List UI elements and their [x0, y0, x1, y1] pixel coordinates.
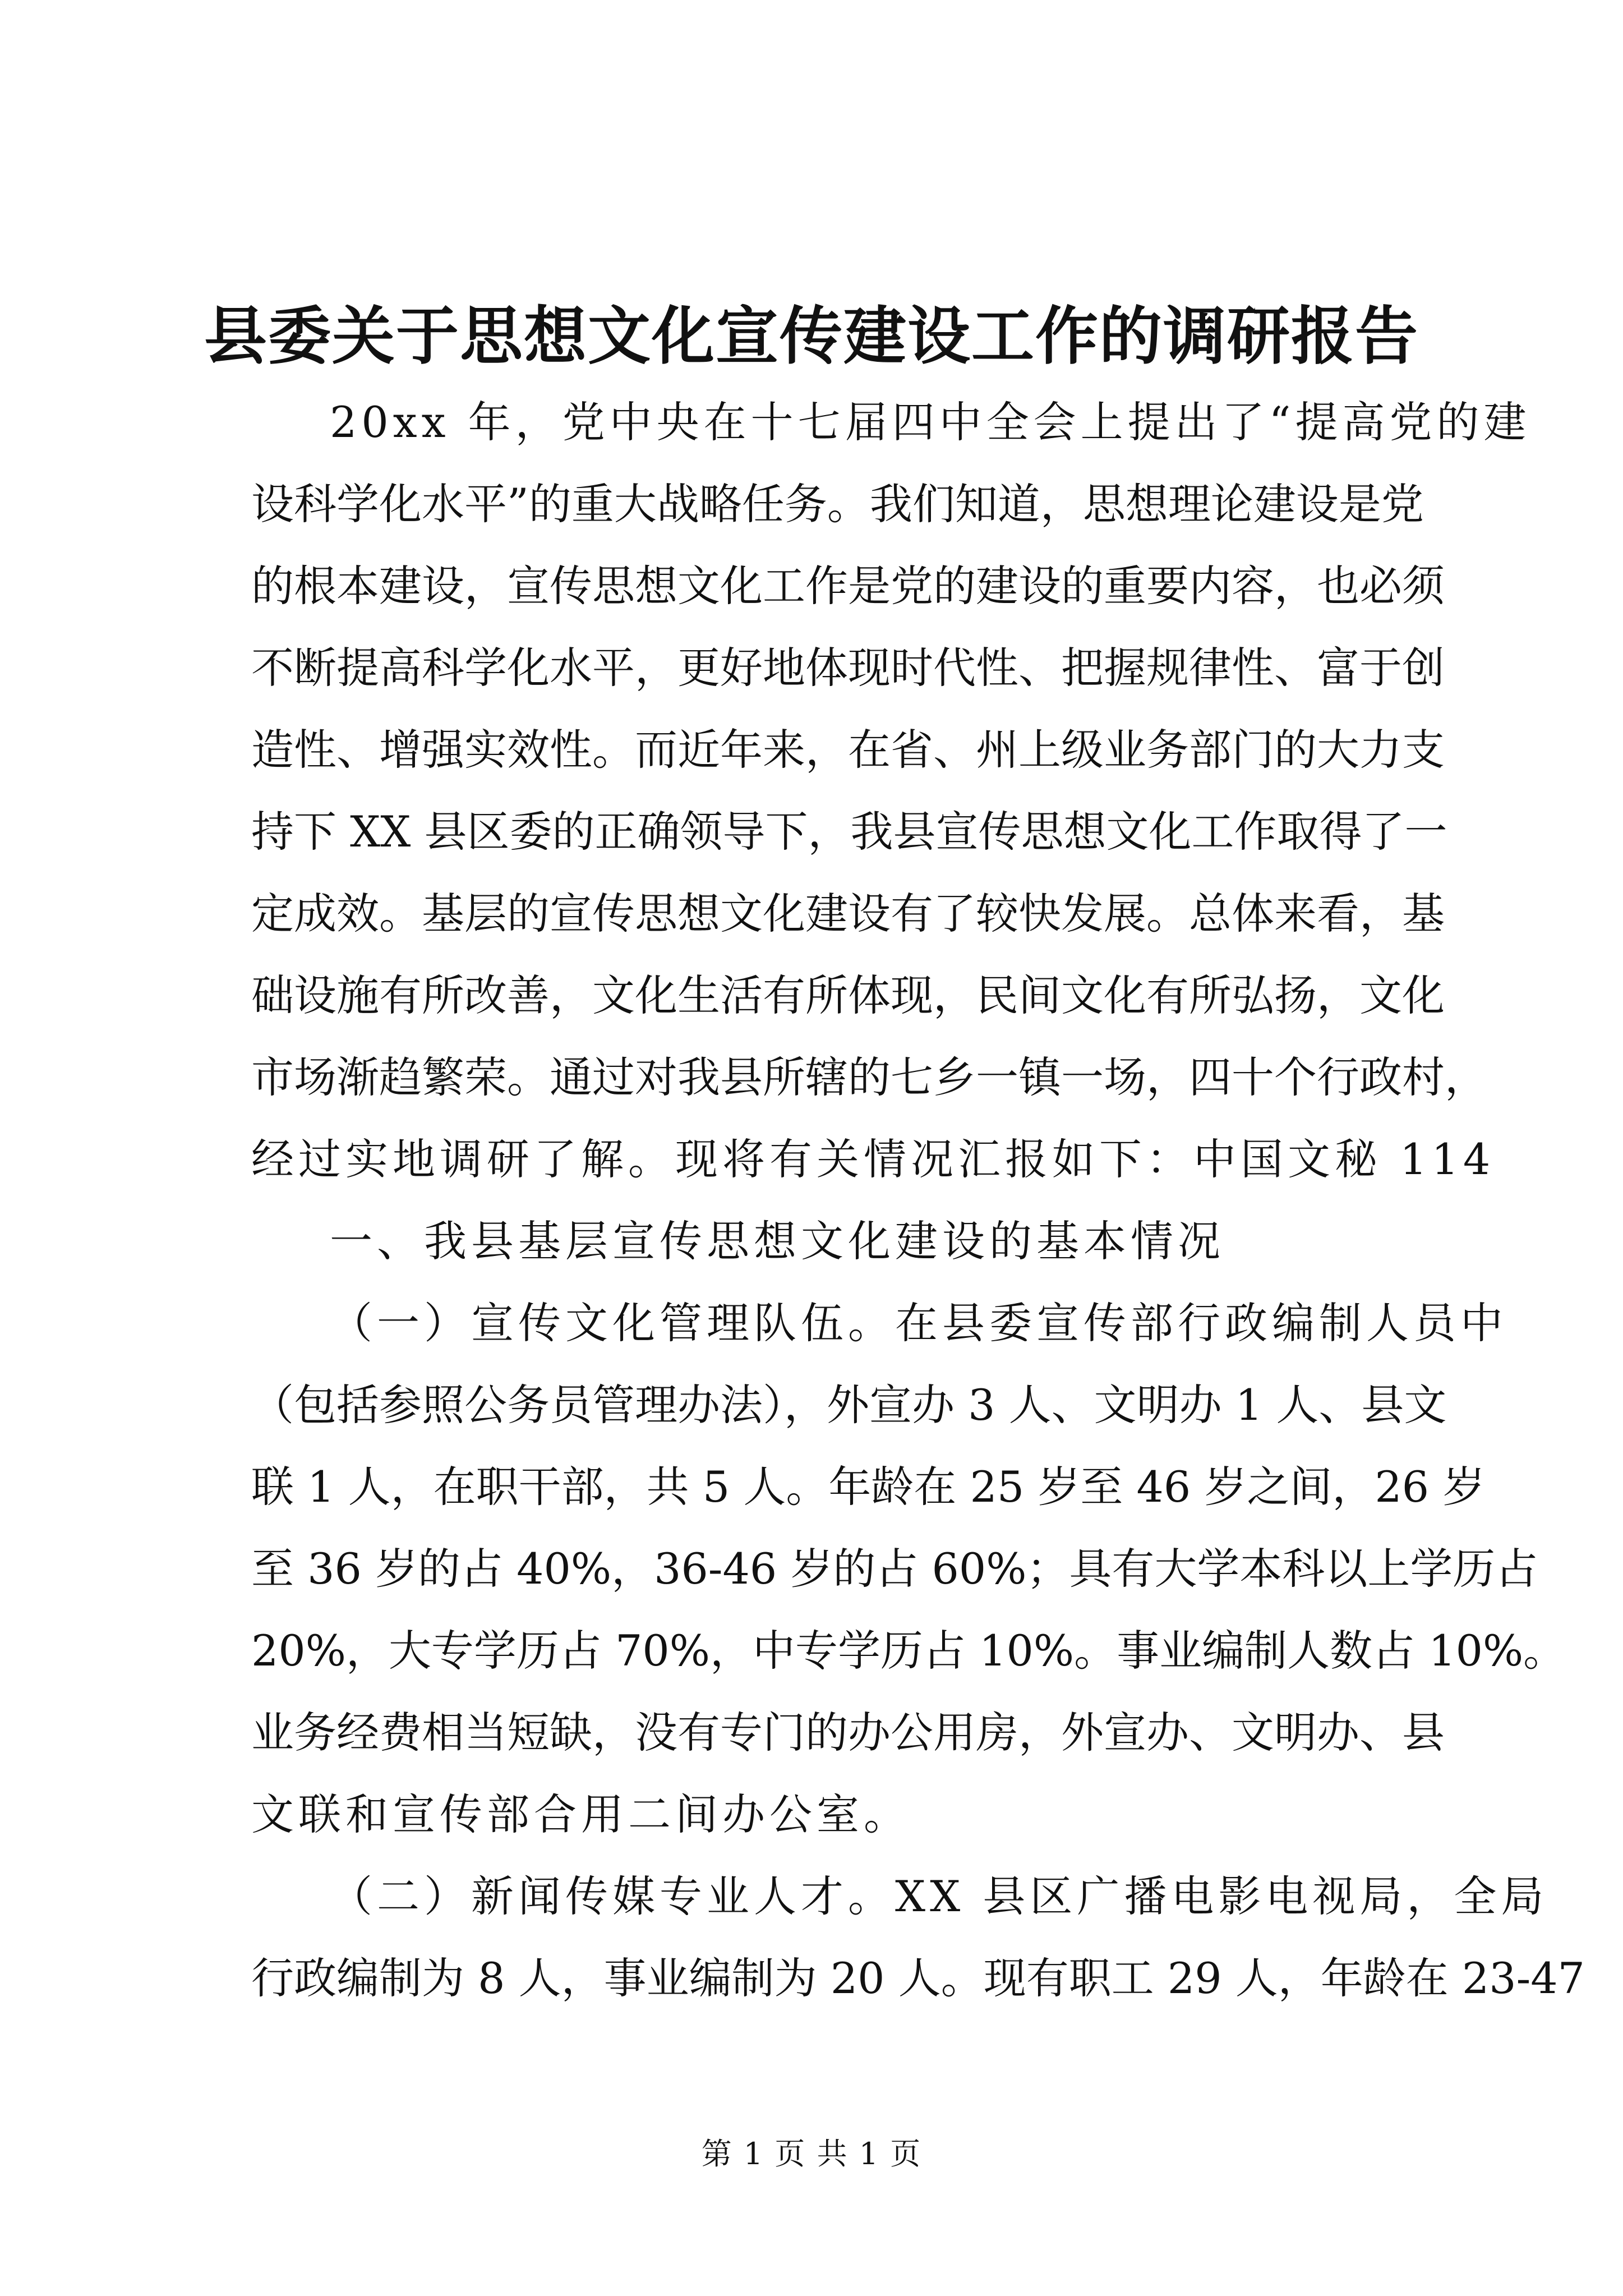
paragraph-line: 联 1 人，在职干部，共 5 人。年龄在 25 岁至 46 岁之间，26 岁	[251, 1462, 1486, 1512]
paragraph-line: 的根本建设，宣传思想文化工作是党的建设的重要内容，也必须	[251, 561, 1445, 611]
paragraph-line: （二）新闻传媒专业人才。XX 县区广播电影电视局，全局	[330, 1871, 1548, 1921]
paragraph-line: 至 36 岁的占 40%，36-46 岁的占 60%；具有大学本科以上学历占	[251, 1544, 1538, 1594]
paragraph-line: （包括参照公务员管理办法），外宣办 3 人、文明办 1 人、县文	[251, 1380, 1447, 1430]
paragraph-line: （一）宣传文化管理队伍。在县委宣传部行政编制人员中	[330, 1298, 1507, 1348]
paragraph-line: 20%，大专学历占 70%，中专学历占 10%。事业编制人数占 10%。	[251, 1626, 1566, 1676]
paragraph-line: 不断提高科学化水平，更好地体现时代性、把握规律性、富于创	[251, 643, 1445, 693]
document-title: 县委关于思想文化宣传建设工作的调研报告	[204, 300, 1419, 373]
paragraph-line: 设科学化水平”的重大战略任务。我们知道，思想理论建设是党	[251, 479, 1424, 529]
paragraph-line: 定成效。基层的宣传思想文化建设有了较快发展。总体来看，基	[251, 889, 1445, 938]
paragraph-line: 造性、增强实效性。而近年来，在省、州上级业务部门的大力支	[251, 725, 1445, 775]
paragraph-line: 文联和宣传部合用二间办公室。	[251, 1789, 911, 1839]
document-body	[251, 381, 1585, 2019]
paragraph-line: 市场渐趋繁荣。通过对我县所辖的七乡一镇一场，四十个行政村，	[251, 1052, 1487, 1102]
paragraph-line: 础设施有所改善，文化生活有所体现，民间文化有所弘扬，文化	[251, 970, 1445, 1020]
paragraph-line: 持下 XX 县区委的正确领导下，我县宣传思想文化工作取得了一	[251, 807, 1447, 857]
paragraph-line: 业务经费相当短缺，没有专门的办公用房，外宣办、文明办、县	[251, 1708, 1445, 1757]
page-footer: 第 1 页 共 1 页	[701, 2136, 922, 2171]
paragraph-line: 行政编制为 8 人，事业编制为 20 人。现有职工 29 人，年龄在 23-47	[251, 1953, 1585, 2003]
section-heading: 一、我县基层宣传思想文化建设的基本情况	[330, 1216, 1225, 1266]
paragraph-line: 经过实地调研了解。现将有关情况汇报如下：中国文秘 114	[251, 1134, 1495, 1184]
paragraph-line: 20xx 年，党中央在十七届四中全会上提出了“提高党的建	[330, 397, 1531, 447]
